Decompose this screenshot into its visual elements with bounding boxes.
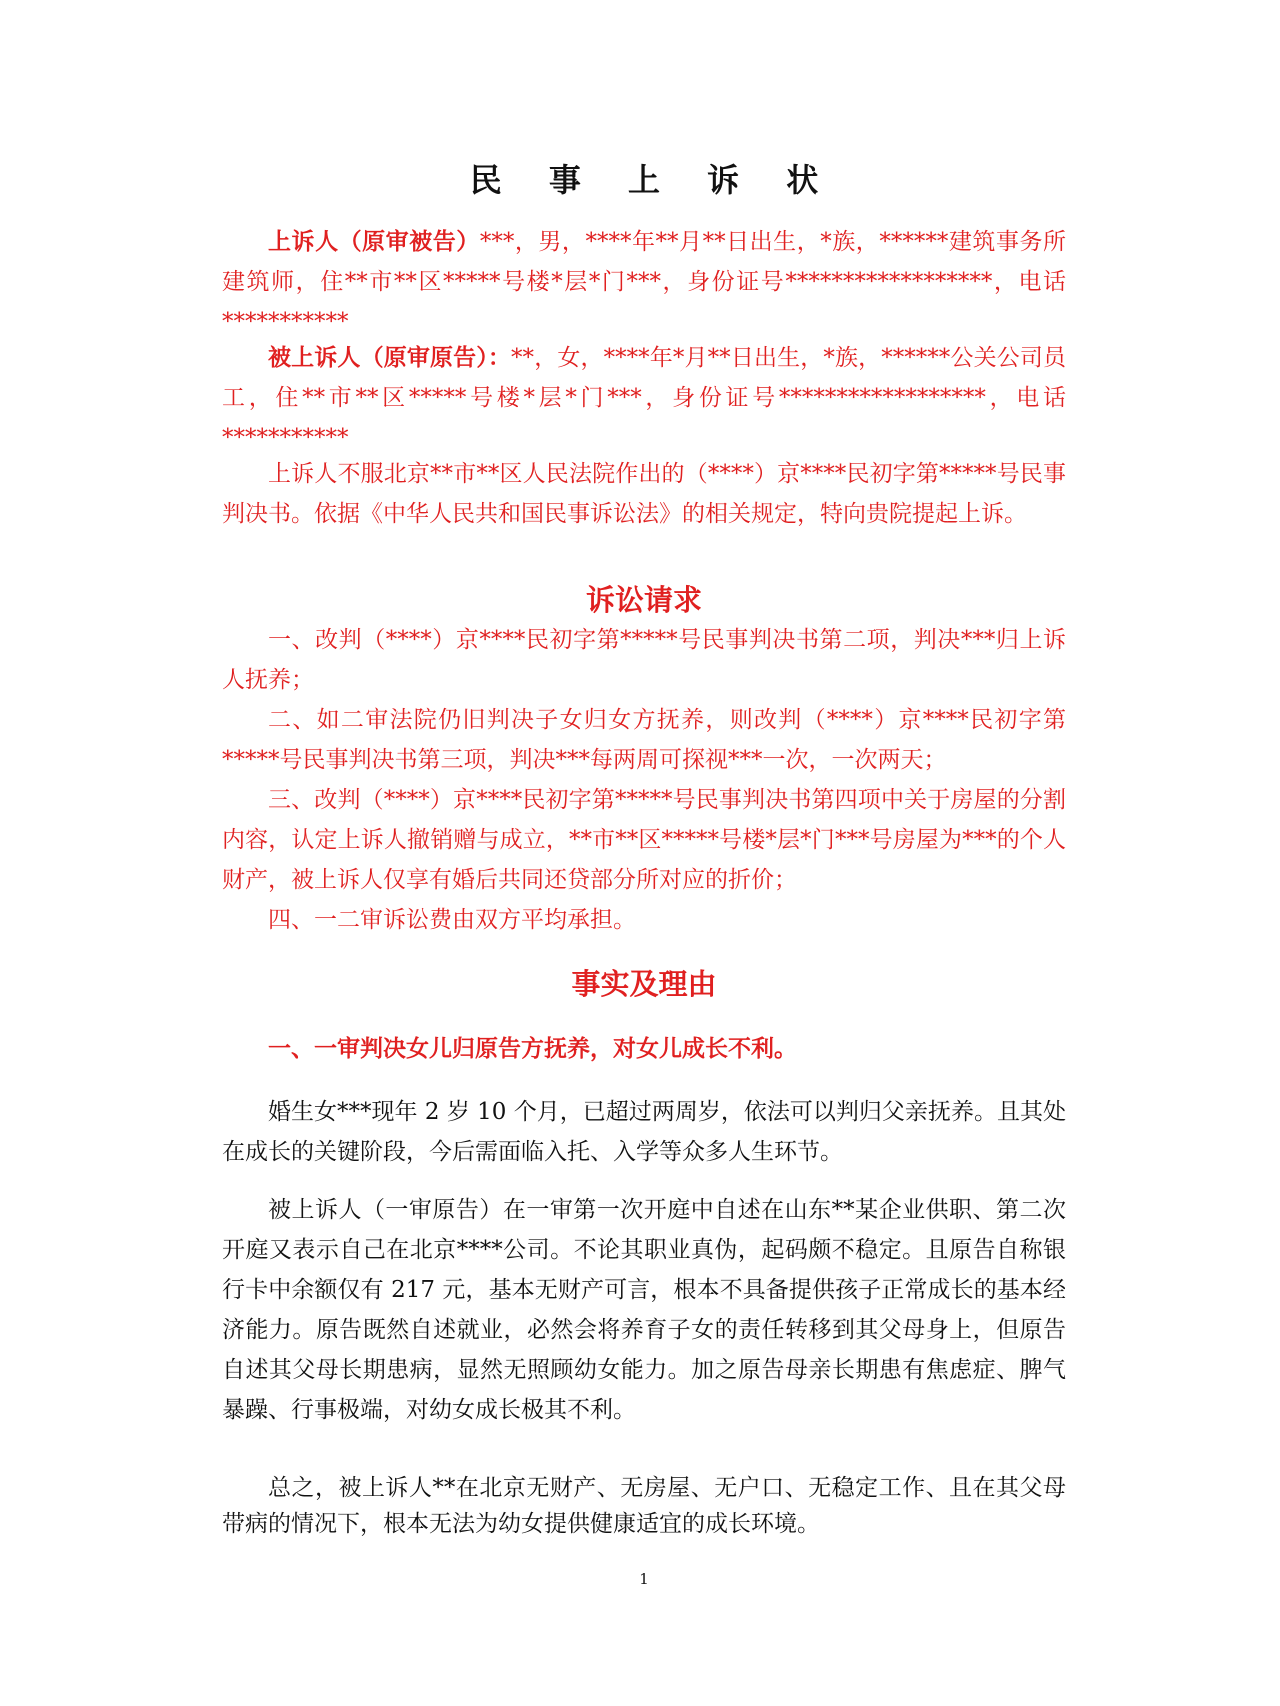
appellee-paragraph [222, 338, 1066, 458]
appellee-label: 被上诉人（原审原告）： [268, 344, 512, 371]
facts-heading: 事实及理由 [571, 967, 717, 1001]
page-number: 1 [639, 1570, 649, 1588]
claim-item-2: 二、如二审法院仍旧判决子女归女方抚养，则改判（****）京****民初字第*****号民事判决书第三项，判决***每两周可探视***一次，一次两天； [222, 707, 1066, 773]
appellant-label: 上诉人（原审被告） [268, 228, 480, 255]
claim-item-4: 四、一二审诉讼费由双方平均承担。 [268, 907, 636, 933]
appellant-text: ***，男，****年**月**日出生，*族，******建筑事务所建筑师，住**市**区*****号楼*层*门***，身份证号******************，电话*********** [222, 229, 1067, 335]
appellant-paragraph [222, 222, 1066, 342]
facts-subheading: 一、一审判决女儿归原告方抚养，对女儿成长不利。 [268, 1035, 797, 1062]
document-title: 民 事 上 诉 状 [469, 161, 837, 199]
facts-paragraph-3: 总之，被上诉人**在北京无财产、无房屋、无户口、无稳定工作、且在其父母带病的情况下，根本无法为幼女提供健康适宜的成长环境。 [222, 1475, 1066, 1537]
document-page [222, 0, 1066, 1706]
facts-paragraph-2: 被上诉人（一审原告）在一审第一次开庭中自述在山东**某企业供职、第二次开庭又表示自己在北京****公司。不论其职业真伪，起码颇不稳定。且原告自称银行卡中余额仅有 217 元，基本无财产可言，根本不具备提供孩子正常成长的基本经济能力。原告既然自述就业，必然会将养育子女的责任转移到其父母身上，但原告自述其父母长期患病，显然无照顾幼女能力。加之原告母亲长期患有焦虑症、脾气暴躁、行事极端，对幼女成长极其不利。 [222, 1197, 1066, 1423]
facts-paragraph-1: 婚生女***现年 2 岁 10 个月，已超过两周岁，依法可以判归父亲抚养。且其处在成长的关键阶段，今后需面临入托、入学等众多人生环节。 [222, 1099, 1066, 1165]
claim-item-3: 三、改判（****）京****民初字第*****号民事判决书第四项中关于房屋的分割内容，认定上诉人撤销赠与成立，**市**区*****号楼*层*门***号房屋为***的个人财产，被上诉人仅享有婚后共同还贷部分所对应的折价； [222, 787, 1066, 893]
claim-item-1: 一、改判（****）京****民初字第*****号民事判决书第二项，判决***归上诉人抚养； [222, 627, 1066, 693]
intro-paragraph: 上诉人不服北京**市**区人民法院作出的（****）京****民初字第*****号民事判决书。依据《中华人民共和国民事诉讼法》的相关规定，特向贵院提起上诉。 [222, 461, 1066, 527]
claims-heading: 诉讼请求 [585, 583, 702, 617]
appellee-text: **，女，****年*月**日出生，*族，******公关公司员工，住**市**区*****号楼*层*门***，身份证号******************，电话*********** [222, 345, 1066, 451]
